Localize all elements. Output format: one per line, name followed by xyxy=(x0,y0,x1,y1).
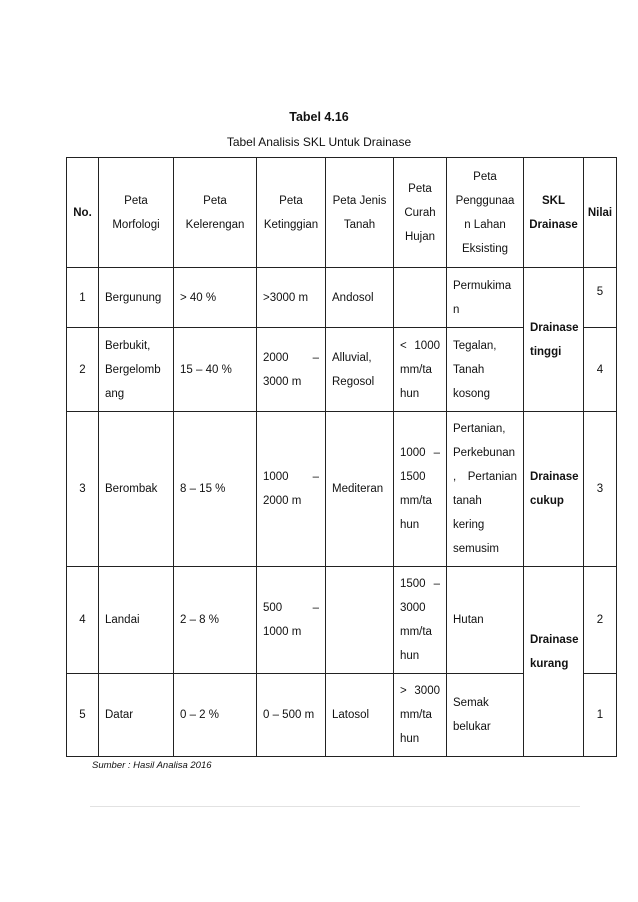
cell-no: 1 xyxy=(67,268,99,328)
header-ketinggian: Peta Ketinggian xyxy=(257,158,326,268)
table-subtitle: Tabel Analisis SKL Untuk Drainase xyxy=(226,135,412,149)
cell-morfologi: Berombak xyxy=(99,412,174,567)
header-curah-hujan: Peta Curah Hujan xyxy=(394,158,447,268)
cell-ketinggian: 500 – 1000 m xyxy=(257,567,326,674)
cell-curah-hujan: 1000 – 1500 mm/ta hun xyxy=(394,412,447,567)
cell-curah-hujan: > 3000 mm/ta hun xyxy=(394,674,447,757)
cell-curah-hujan: < 1000 mm/ta hun xyxy=(394,328,447,412)
cell-jenis-tanah xyxy=(326,567,394,674)
header-no: No. xyxy=(67,158,99,268)
cell-no: 5 xyxy=(67,674,99,757)
cell-no: 3 xyxy=(67,412,99,567)
cell-ketinggian: 1000 – 2000 m xyxy=(257,412,326,567)
cell-penggunaan-lahan: Permukima n xyxy=(447,268,524,328)
header-penggunaan-lahan: Peta Penggunaa n Lahan Eksisting xyxy=(447,158,524,268)
cell-kelerengan: 15 – 40 % xyxy=(174,328,257,412)
cell-nilai: 3 xyxy=(584,412,617,567)
cell-nilai: 4 xyxy=(584,328,617,412)
header-skl-drainase: SKL Drainase xyxy=(524,158,584,268)
cell-penggunaan-lahan: Semak belukar xyxy=(447,674,524,757)
cell-kelerengan: 8 – 15 % xyxy=(174,412,257,567)
table-row xyxy=(67,412,617,567)
table-row xyxy=(67,567,617,674)
table-title: Tabel 4.16 xyxy=(289,110,349,124)
header-jenis-tanah: Peta Jenis Tanah xyxy=(326,158,394,268)
cell-jenis-tanah: Alluvial, Regosol xyxy=(326,328,394,412)
footer-divider xyxy=(90,806,580,807)
cell-kelerengan: 2 – 8 % xyxy=(174,567,257,674)
cell-curah-hujan xyxy=(394,268,447,328)
table-row xyxy=(67,268,617,328)
cell-morfologi: Datar xyxy=(99,674,174,757)
cell-penggunaan-lahan: Pertanian, Perkebunan , Pertanian tanah kering semusim xyxy=(447,412,524,567)
cell-jenis-tanah: Mediteran xyxy=(326,412,394,567)
cell-morfologi: Landai xyxy=(99,567,174,674)
cell-penggunaan-lahan: Tegalan, Tanah kosong xyxy=(447,328,524,412)
cell-skl-cukup: Drainase cukup xyxy=(524,412,584,567)
cell-skl-kurang: Drainase kurang xyxy=(524,567,584,757)
cell-curah-hujan: 1500 – 3000 mm/ta hun xyxy=(394,567,447,674)
cell-jenis-tanah: Latosol xyxy=(326,674,394,757)
cell-jenis-tanah: Andosol xyxy=(326,268,394,328)
cell-ketinggian: 0 – 500 m xyxy=(257,674,326,757)
cell-penggunaan-lahan: Hutan xyxy=(447,567,524,674)
cell-kelerengan: 0 – 2 % xyxy=(174,674,257,757)
cell-morfologi: Bergunung xyxy=(99,268,174,328)
cell-morfologi: Berbukit, Bergelomb ang xyxy=(99,328,174,412)
cell-nilai: 2 xyxy=(584,567,617,674)
cell-kelerengan: > 40 % xyxy=(174,268,257,328)
source-note: Sumber : Hasil Analisa 2016 xyxy=(92,760,212,771)
cell-skl-tinggi: Drainase tinggi xyxy=(524,268,584,412)
header-row xyxy=(67,158,617,268)
header-morfologi: Peta Morfologi xyxy=(99,158,174,268)
cell-no: 2 xyxy=(67,328,99,412)
header-kelerengan: Peta Kelerengan xyxy=(174,158,257,268)
header-nilai: Nilai xyxy=(584,158,617,268)
cell-nilai: 5 xyxy=(584,268,617,328)
cell-ketinggian: 2000 – 3000 m xyxy=(257,328,326,412)
cell-no: 4 xyxy=(67,567,99,674)
cell-ketinggian: >3000 m xyxy=(257,268,326,328)
skl-drainase-table xyxy=(66,157,617,757)
cell-nilai: 1 xyxy=(584,674,617,757)
